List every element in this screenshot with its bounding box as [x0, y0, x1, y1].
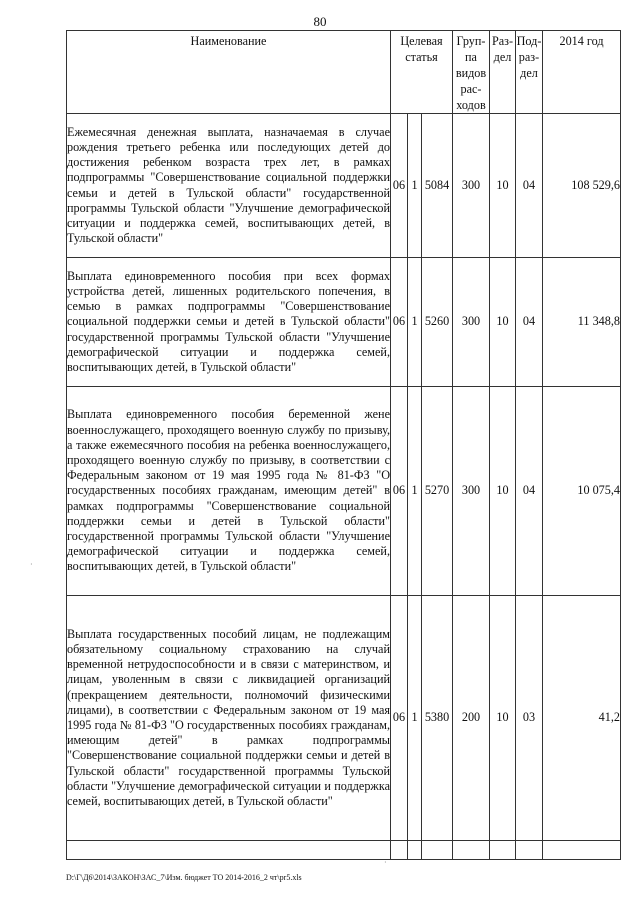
table-row: [67, 258, 621, 387]
row-section: 10: [490, 596, 516, 841]
table-row: [67, 387, 621, 596]
row-subsection: 04: [516, 114, 543, 258]
empty-cell: [490, 841, 516, 860]
row-section: 10: [490, 387, 516, 596]
header-year: 2014 год: [543, 31, 621, 114]
row-group: 300: [453, 258, 490, 387]
header-section: Раз-дел: [490, 31, 516, 114]
empty-cell: [543, 841, 621, 860]
table-header-row: [67, 31, 621, 114]
empty-cell: [67, 841, 391, 860]
empty-cell: [516, 841, 543, 860]
row-name: Выплата государственных пособий лицам, не подлежащим обязательному социальному страхованию на случай временной нетрудоспособности и в связи с материнством, и лицам, уволенным в связи с ликвидацией организаций (прекращением деятельности, полномочий физическими лицами), в соответствии с Федеральным законом от 19 мая 1995 года № 81-ФЗ "О государственных пособиях гражданам, имеющим детей" в рамках подпрограммы "Совершенствование социальной поддержки семьи и детей в Тульской области" государственной программы Тульской области "Улучшение демографической ситуации и поддержка семей, воспитывающих детей, в Тульской области": [67, 596, 391, 841]
budget-table: [66, 30, 621, 860]
row-group: 300: [453, 114, 490, 258]
empty-cell: [422, 841, 453, 860]
row-amount: 10 075,4: [543, 387, 621, 596]
row-code1: 06: [391, 258, 408, 387]
row-code3: 5260: [422, 258, 453, 387]
row-code2: 1: [408, 114, 422, 258]
row-amount: 11 348,8: [543, 258, 621, 387]
row-section: 10: [490, 114, 516, 258]
row-code1: 06: [391, 387, 408, 596]
row-code2: 1: [408, 596, 422, 841]
row-group: 200: [453, 596, 490, 841]
empty-cell: [391, 841, 408, 860]
empty-cell: [408, 841, 422, 860]
row-subsection: 04: [516, 258, 543, 387]
scan-speck: ·: [384, 858, 387, 867]
table-row: [67, 114, 621, 258]
page-number: 80: [313, 14, 327, 29]
row-amount: 108 529,6: [543, 114, 621, 258]
row-amount: 41,2: [543, 596, 621, 841]
row-subsection: 04: [516, 387, 543, 596]
row-code2: 1: [408, 258, 422, 387]
table-row-empty: [67, 841, 621, 860]
row-code3: 5270: [422, 387, 453, 596]
table-row: [67, 596, 621, 841]
footer-file-path: D:\Г\Д6\2014\ЗАКОН\ЗАС_7\Изм. бюджет ТО 2014-2016_2 чт\pr5.xls: [66, 873, 302, 882]
scan-speck: ·: [30, 560, 33, 569]
empty-cell: [453, 841, 490, 860]
header-expense-group: Груп-па видов рас-ходов: [453, 31, 490, 114]
row-group: 300: [453, 387, 490, 596]
header-subsection: Под-раз-дел: [516, 31, 543, 114]
row-code2: 1: [408, 387, 422, 596]
row-code1: 06: [391, 114, 408, 258]
row-code3: 5380: [422, 596, 453, 841]
row-code1: 06: [391, 596, 408, 841]
row-name: Ежемесячная денежная выплата, назначаемая в случае рождения третьего ребенка или последующих детей до достижения ребенком возраста трех лет, в рамках подпрограммы "Совершенствование социальной поддержки семьи и детей в Тульской области" государственной программы Тульской области "Улучшение демографической ситуации и поддержка семей, воспитывающих детей, в Тульской области": [67, 114, 391, 258]
row-name: Выплата единовременного пособия при всех формах устройства детей, лишенных родительского попечения, в семью в рамках подпрограммы "Совершенствование социальной поддержки семьи и детей в Тульской области" государственной программы Тульской области "Улучшение демографической ситуации и поддержка семей, воспитывающих детей, в Тульской области": [67, 258, 391, 387]
row-subsection: 03: [516, 596, 543, 841]
header-name: Наименование: [67, 31, 391, 114]
header-target-article: Целевая статья: [391, 31, 453, 114]
row-section: 10: [490, 258, 516, 387]
row-code3: 5084: [422, 114, 453, 258]
row-name: Выплата единовременного пособия беременной жене военнослужащего, проходящего военную службу по призыву, а также ежемесячного пособия на ребенка военнослужащего, проходящего военную службу по призыву, в соответствии с Федеральным законом от 19 мая 1995 года № 81-ФЗ "О государственных пособиях гражданам, имеющим детей" в рамках подпрограммы "Совершенствование социальной поддержки семьи и детей в Тульской области" государственной программы Тульской области "Улучшение демографической ситуации и поддержка семей, воспитывающих детей, в Тульской области": [67, 387, 391, 596]
